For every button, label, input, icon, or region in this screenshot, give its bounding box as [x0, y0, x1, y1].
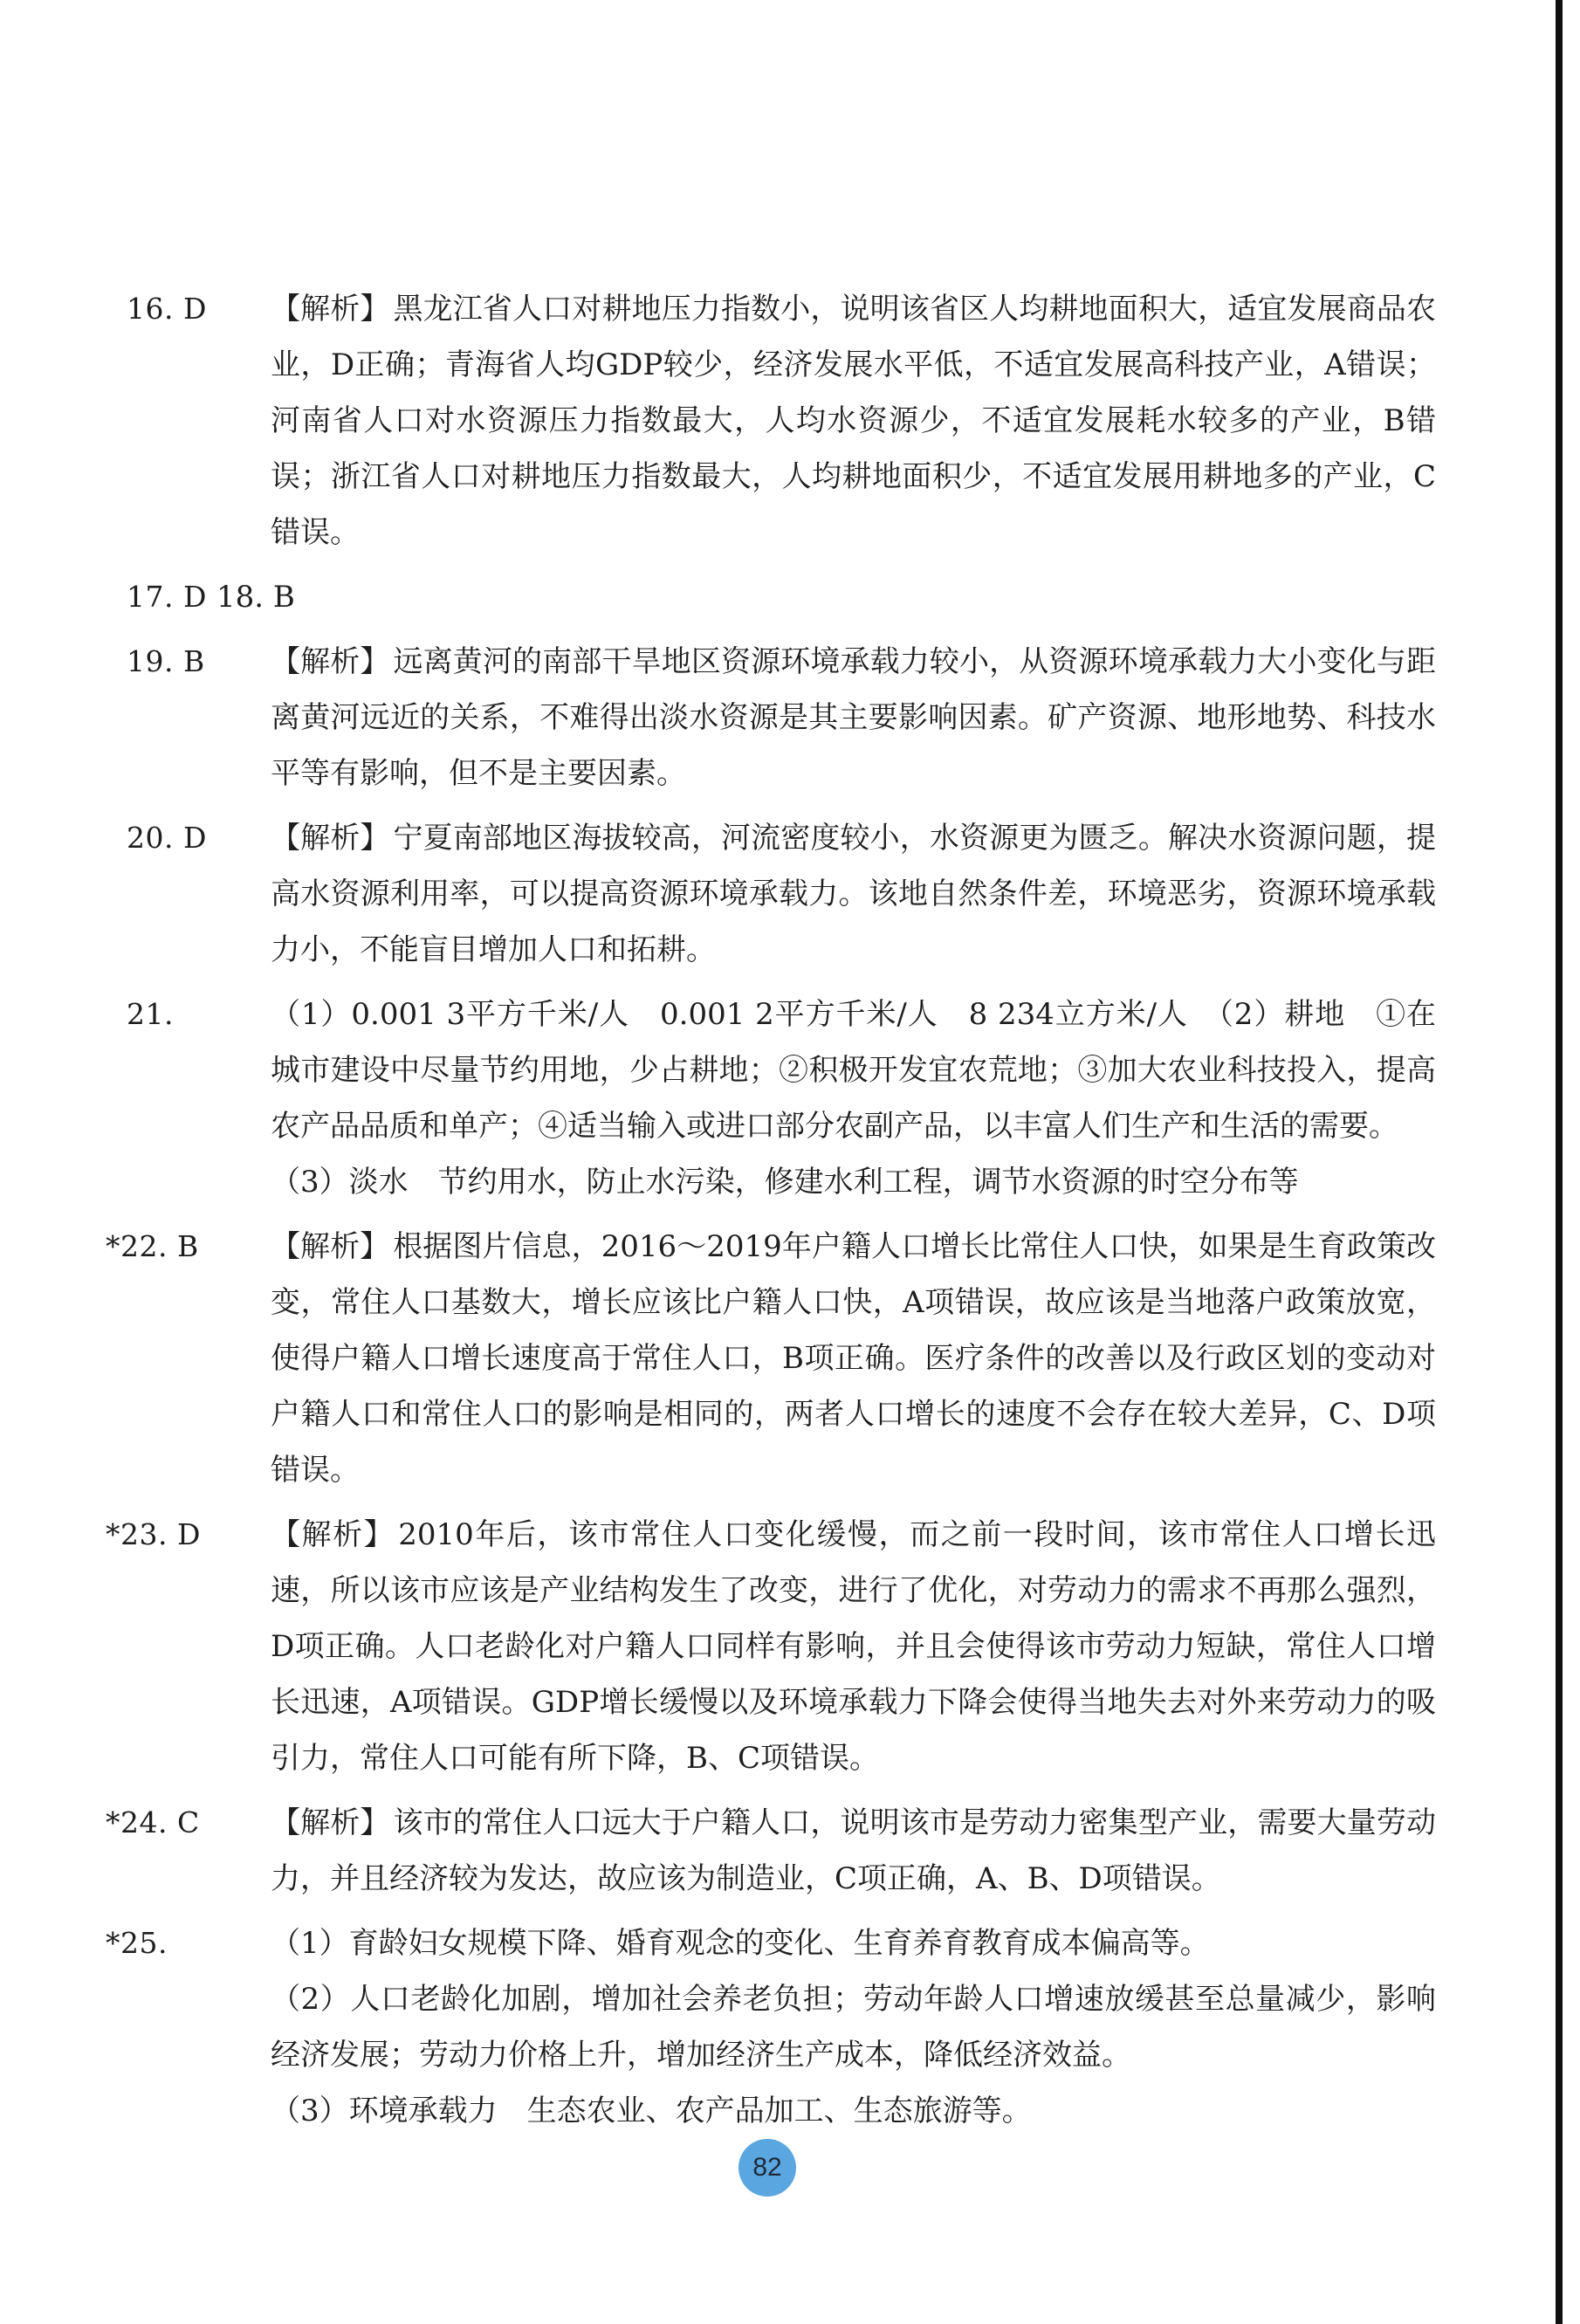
question-explanation — [271, 1507, 1436, 1786]
explanation-text: 2010年后，该市常住人口变化缓慢，而之前一段时间，该市常住人口增长迅速，所以该市应该是产业结构发生了改变，进行了优化，对劳动力的需求不再那么强烈，D项正确。人口老龄化对户籍人口同样有影响，并且会使得该市劳动力短缺，常住人口增长迅速，A项错误。GDP增长缓慢以及环境承载力下降会使得当地失去对外来劳动力的吸引力，常住人口可能有所下降，B、C项错误。 — [271, 1517, 1437, 1776]
analysis-tag: 【解析】 — [271, 644, 390, 679]
page-edge-bar — [1556, 0, 1563, 2324]
analysis-tag: 【解析】 — [271, 1805, 390, 1840]
question-number: *25. — [106, 1926, 168, 1960]
answer-part-2: （2）人口老龄化加剧，增加社会养老负担；劳动年龄人口增速放缓甚至总量减少，影响经济发展；劳动力价格上升，增加经济生产成本，降低经济效益。 — [271, 1982, 1436, 2073]
question-23 — [106, 1507, 1437, 1786]
analysis-tag: 【解析】 — [271, 1517, 395, 1552]
question-answer: 18. B — [216, 580, 295, 615]
analysis-tag: 【解析】 — [271, 1229, 390, 1264]
explanation-text: 该市的常住人口远大于户籍人口，说明该市是劳动力密集型产业，需要大量劳动力，并且经济较为发达，故应该为制造业，C项正确，A、B、D项错误。 — [271, 1805, 1437, 1896]
question-explanation — [271, 810, 1436, 978]
question-number: *23. D — [106, 1517, 201, 1551]
question-explanation — [271, 281, 1436, 560]
question-number: *22. B — [106, 1229, 199, 1263]
question-number: 20. D — [127, 821, 207, 855]
explanation-text: 远离黄河的南部干旱地区资源环境承载力较小，从资源环境承载力大小变化与距离黄河远近的关系，不难得出淡水资源是其主要影响因素。矿产资源、地形地势、科技水平等有影响，但不是主要因素。 — [271, 644, 1437, 791]
answer-content — [106, 281, 1437, 2148]
analysis-tag: 【解析】 — [271, 292, 390, 327]
question-explanation — [271, 1915, 1436, 2139]
question-22 — [106, 1219, 1437, 1498]
question-25 — [106, 1915, 1436, 2139]
question-explanation — [271, 634, 1436, 801]
explanation-text: 根据图片信息，2016～2019年户籍人口增长比常住人口快，如果是生育政策改变，常住人口基数大，增长应该比户籍人口快，A项错误，故应该是当地落户政策放宽，使得户籍人口增长速度高于常住人口，B项正确。医疗条件的改善以及行政区划的变动对户籍人口和常住人口的影响是相同的，两者人口增长的速度不会存在较大差异，C、D项错误。 — [271, 1229, 1437, 1488]
question-explanation — [271, 987, 1436, 1210]
question-17-18 — [127, 569, 1436, 625]
page-number-badge: 82 — [738, 2139, 796, 2197]
explanation-text: 宁夏南部地区海拔较高，河流密度较小，水资源更为匮乏。解决水资源问题，提高水资源利用率，可以提高资源环境承载力。该地自然条件差，环境恶劣，资源环境承载力小，不能盲目增加人口和拓耕。 — [271, 821, 1437, 967]
question-19 — [127, 634, 1436, 801]
question-number: 16. D — [127, 292, 207, 326]
answer-part-1-2: （1）0.001 3平方千米/人 0.001 2平方千米/人 8 234立方米/人 （2）耕地 ①在城市建设中尽量节约用地，少占耕地；②积极开发宜农荒地；③加大农业科技投入，提高农产品品质和单产；④适当输入或进口部分农副产品，以丰富人们生产和生活的需要。 — [271, 997, 1436, 1144]
question-number: 21. — [127, 997, 174, 1031]
question-explanation — [271, 1795, 1436, 1907]
question-16 — [127, 281, 1436, 560]
answer-part-3: （3）环境承载力 生态农业、农产品加工、生态旅游等。 — [271, 2094, 1032, 2128]
question-24 — [106, 1795, 1437, 1907]
analysis-tag: 【解析】 — [271, 821, 390, 856]
question-explanation — [271, 1219, 1436, 1498]
question-20 — [127, 810, 1436, 978]
question-number: 17. D — [127, 580, 207, 614]
answer-part-3: （3）淡水 节约用水，防止水污染，修建水利工程，调节水资源的时空分布等 — [271, 1165, 1299, 1200]
question-number: *24. C — [106, 1805, 200, 1839]
question-21 — [127, 987, 1436, 1210]
explanation-text: 黑龙江省人口对耕地压力指数小，说明该省区人均耕地面积大，适宜发展商品农业，D正确；青海省人均GDP较少，经济发展水平低，不适宜发展高科技产业，A错误；河南省人口对水资源压力指数最大，人均水资源少，不适宜发展耗水较多的产业，B错误；浙江省人口对耕地压力指数最大，人均耕地面积少，不适宜发展用耕地多的产业，C错误。 — [271, 292, 1437, 550]
question-number: 19. B — [127, 644, 205, 678]
answer-part-1: （1）育龄妇女规模下降、婚育观念的变化、生育养育教育成本偏高等。 — [271, 1926, 1210, 1961]
